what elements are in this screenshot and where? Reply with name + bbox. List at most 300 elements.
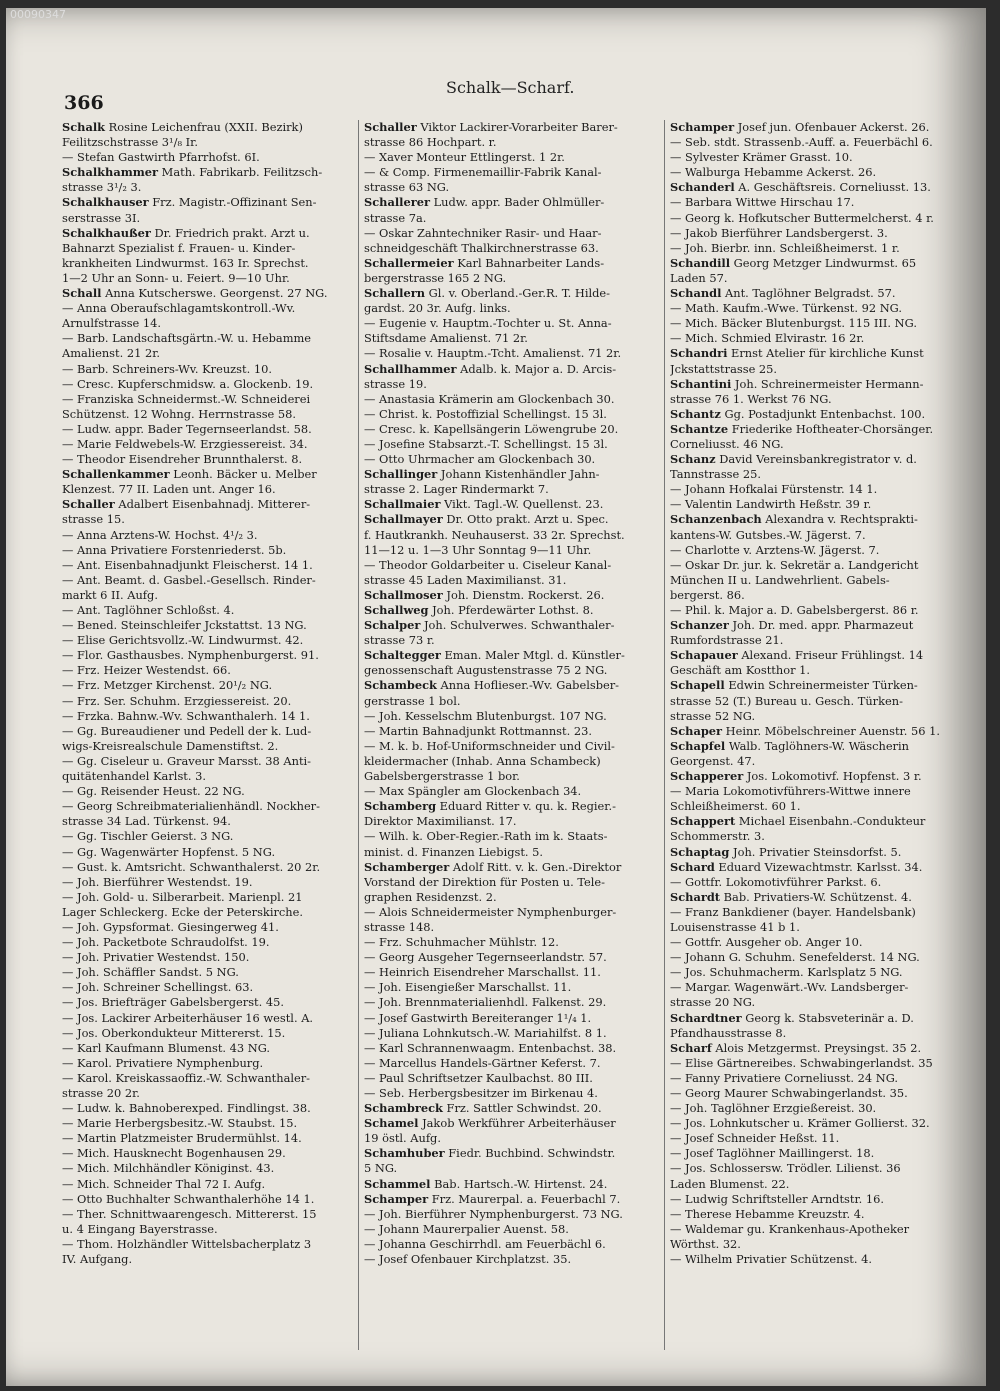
entry-text: — Ther. Schnittwaarengesch. Mittererst. 15 xyxy=(62,1206,317,1221)
entry-surname: Schalkhaußer xyxy=(62,225,151,240)
entry-text: — Gottfr. Lokomotivführer Parkst. 6. xyxy=(670,874,882,889)
entry-text: — Alois Schneidermeister Nymphenburger- xyxy=(364,904,617,919)
directory-entry xyxy=(364,573,656,588)
entry-text: — Jos. Schuhmacherm. Karlsplatz 5 NG. xyxy=(670,965,903,980)
entry-text: — Joh. Eisengießer Marschallst. 11. xyxy=(364,980,572,995)
entry-surname: Schall xyxy=(62,286,102,301)
directory-entry xyxy=(62,497,354,512)
directory-entry xyxy=(670,407,960,422)
directory-entry xyxy=(670,1177,960,1192)
directory-entry xyxy=(670,1041,960,1056)
entry-text: — Mich. Hausknecht Bogenhausen 29. xyxy=(62,1146,286,1161)
entry-text: — Josef Ofenbauer Kirchplatzst. 35. xyxy=(364,1252,572,1267)
directory-entry xyxy=(364,331,656,346)
entry-text: — Frz. Schuhmacher Mühlstr. 12. xyxy=(364,935,559,950)
entry-text: Ludw. appr. Bader Ohlmüller- xyxy=(429,195,605,210)
entry-text: — Anastasia Krämerin am Glockenbach 30. xyxy=(364,391,615,406)
entry-text: — Otto Uhrmacher am Glockenbach 30. xyxy=(364,452,596,467)
entry-surname: Schardt xyxy=(670,889,721,904)
directory-entry xyxy=(364,799,656,814)
directory-entry xyxy=(62,1252,354,1267)
entry-text: — Phil. k. Major a. D. Gabelsbergerst. 86 r. xyxy=(670,603,919,617)
entry-text: Walb. Taglöhners-W. Wäscherin xyxy=(725,738,909,753)
entry-text: — & Comp. Firmenemaillir-Fabrik Kanal- xyxy=(364,165,602,180)
entry-text: kleidermacher (Inhab. Anna Schambeck) xyxy=(364,753,601,768)
entry-text: bergerst. 86. xyxy=(670,587,745,602)
entry-text: Jos. Lokomotivf. Hopfenst. 3 r. xyxy=(743,769,922,784)
directory-entry xyxy=(62,271,354,286)
entry-text: Anna Kutscherswe. Georgenst. 27 NG. xyxy=(101,286,328,301)
entry-text: — Thom. Holzhändler Wittelsbacherplatz 3 xyxy=(62,1236,312,1251)
directory-entry xyxy=(364,890,656,905)
directory-entry xyxy=(62,377,354,392)
directory-entry xyxy=(364,256,656,271)
directory-entry xyxy=(62,739,354,754)
entry-text: — Charlotte v. Arztens-W. Jägerst. 7. xyxy=(670,542,880,557)
entry-text: bergerstrasse 165 2 NG. xyxy=(364,270,507,285)
entry-surname: Schammel xyxy=(364,1176,431,1191)
page-number: 366 xyxy=(64,92,104,114)
directory-entry xyxy=(62,1146,354,1161)
directory-entry xyxy=(670,211,960,226)
entry-text: u. 4 Eingang Bayerstrasse. xyxy=(62,1221,218,1236)
directory-entry xyxy=(364,512,656,527)
entry-text: kantens-W. Gutsbes.-W. Jägerst. 7. xyxy=(670,527,866,542)
entry-text: — Joh. Schreiner Schellingst. 63. xyxy=(62,980,254,995)
directory-entry xyxy=(670,241,960,256)
entry-text: — Josef Taglöhner Maillingerst. 18. xyxy=(670,1146,875,1161)
directory-entry xyxy=(670,558,960,573)
entry-text: Bab. Hartsch.-W. Hirtenst. 24. xyxy=(430,1176,608,1191)
entry-text: — Christ. k. Postoffizial Schellingst. 15 3l. xyxy=(364,406,607,421)
entry-text: Jakob Werkführer Arbeiterhäuser xyxy=(418,1116,616,1131)
entry-text: — Ant. Beamt. d. Gasbel.-Gesellsch. Rinder- xyxy=(62,572,316,587)
entry-text: Joh. Privatier Steinsdorfst. 5. xyxy=(729,844,902,859)
entry-text: Joh. Schreinermeister Hermann- xyxy=(731,376,924,391)
entry-text: Anna Hoflieser.-Wv. Gabelsber- xyxy=(436,678,620,693)
directory-entry xyxy=(364,528,656,543)
column-divider xyxy=(358,120,359,1350)
directory-entry xyxy=(364,271,656,286)
entry-text: Eduard Ritter v. qu. k. Regier.- xyxy=(436,799,616,814)
directory-entry xyxy=(670,860,960,875)
directory-entry xyxy=(670,633,960,648)
entry-text: strasse 20 2r. xyxy=(62,1086,140,1100)
directory-entry xyxy=(364,1026,656,1041)
entry-text: — Joh. Bierbr. inn. Schleißheimerst. 1 r. xyxy=(670,240,900,255)
entry-surname: Schalkhauser xyxy=(62,195,149,210)
entry-text: schneidgeschäft Thalkirchnerstrasse 63. xyxy=(364,240,599,255)
entry-text: Vorstand der Direktion für Posten u. Tele- xyxy=(364,874,606,889)
directory-entry xyxy=(62,845,354,860)
directory-entry xyxy=(670,256,960,271)
directory-entry xyxy=(670,362,960,377)
entry-text: — Anna Privatiere Forstenriederst. 5b. xyxy=(62,542,287,557)
directory-entry xyxy=(670,1056,960,1071)
entry-text: — Walburga Hebamme Ackerst. 26. xyxy=(670,165,877,180)
entry-text: David Vereinsbankregistrator v. d. xyxy=(715,452,917,467)
directory-entry xyxy=(364,467,656,482)
directory-entry xyxy=(670,392,960,407)
directory-entry xyxy=(62,633,354,648)
entry-text: — Joh. Gold- u. Silberarbeit. Marienpl. 21 xyxy=(62,889,303,904)
directory-entry xyxy=(364,1011,656,1026)
directory-entry xyxy=(670,648,960,663)
entry-text: Ernst Atelier für kirchliche Kunst xyxy=(727,346,924,361)
directory-page xyxy=(6,8,986,1386)
directory-entry xyxy=(364,814,656,829)
entry-text: — Juliana Lohnkutsch.-W. Mariahilfst. 8 1. xyxy=(364,1025,607,1040)
directory-entry xyxy=(670,678,960,693)
entry-text: — Karol. Kreiskassaoffiz.-W. Schwanthaler- xyxy=(62,1070,311,1085)
entry-text: Louisenstrasse 41 b 1. xyxy=(670,919,800,934)
entry-text: — Margar. Wagenwärt.-Wv. Landsberger- xyxy=(670,980,909,995)
directory-entry xyxy=(62,392,354,407)
directory-entry xyxy=(670,573,960,588)
entry-text: — Barb. Landschaftsgärtn.-W. u. Hebamme xyxy=(62,331,312,346)
directory-entry xyxy=(62,1207,354,1222)
entry-text: strasse 73 r. xyxy=(364,633,435,648)
directory-entry xyxy=(62,1131,354,1146)
entry-surname: Schaller xyxy=(364,120,417,134)
directory-entry xyxy=(364,558,656,573)
directory-entry xyxy=(364,678,656,693)
entry-text: — Gg. Ciseleur u. Graveur Marsst. 38 Anti- xyxy=(62,753,312,768)
entry-text: — Josefine Stabsarzt.-T. Schellingst. 15 3l. xyxy=(364,436,608,451)
entry-text: — Joh. Schäffler Sandst. 5 NG. xyxy=(62,965,239,980)
directory-entry xyxy=(364,1252,656,1267)
directory-entry xyxy=(62,467,354,482)
directory-entry xyxy=(62,573,354,588)
entry-text: strasse 19. xyxy=(364,376,427,391)
entry-surname: Schallinger xyxy=(364,467,438,482)
directory-entry xyxy=(364,1071,656,1086)
directory-entry xyxy=(62,814,354,829)
directory-entry xyxy=(364,829,656,844)
entry-text: — Elise Gerichtsvollz.-W. Lindwurmst. 42. xyxy=(62,633,304,648)
entry-text: Gl. v. Oberland.-Ger.R. T. Hilde- xyxy=(425,286,611,301)
directory-entry xyxy=(62,920,354,935)
directory-entry xyxy=(364,1086,656,1101)
directory-entry xyxy=(62,150,354,165)
entry-text: Joh. Dienstm. Rockerst. 26. xyxy=(442,587,605,602)
directory-entry xyxy=(62,950,354,965)
directory-entry xyxy=(62,875,354,890)
directory-entry xyxy=(670,1222,960,1237)
directory-entry xyxy=(62,694,354,709)
entry-text: Frz. Maurerpal. a. Feuerbachl 7. xyxy=(428,1191,621,1206)
entry-text: strasse 3¹/₂ 3. xyxy=(62,180,142,195)
entry-text: — Joh. Gypsformat. Giesingerweg 41. xyxy=(62,919,279,934)
entry-text: — Mich. Schmied Elvirastr. 16 2r. xyxy=(670,331,865,346)
directory-entry xyxy=(364,995,656,1010)
directory-entry xyxy=(670,482,960,497)
entry-surname: Schaptag xyxy=(670,844,730,859)
directory-entry xyxy=(670,180,960,195)
entry-text: Corneliusst. 46 NG. xyxy=(670,436,784,451)
entry-text: — Gg. Wagenwärter Hopfenst. 5 NG. xyxy=(62,844,276,859)
entry-surname: Schaper xyxy=(670,723,723,738)
entry-text: — Jakob Bierführer Landsbergerst. 3. xyxy=(670,225,888,240)
entry-text: — Mich. Milchhändler Königinst. 43. xyxy=(62,1161,275,1176)
directory-entry xyxy=(364,437,656,452)
directory-entry xyxy=(62,256,354,271)
entry-text: — Karl Schrannenwaagm. Entenbachst. 38. xyxy=(364,1040,617,1055)
entry-text: — Ant. Taglöhner Schloßst. 4. xyxy=(62,603,235,617)
directory-entry xyxy=(364,195,656,210)
directory-entry xyxy=(62,935,354,950)
directory-entry xyxy=(364,709,656,724)
directory-entry xyxy=(62,362,354,377)
directory-entry xyxy=(670,497,960,512)
entry-surname: Schapperer xyxy=(670,769,744,784)
entry-surname: Schalper xyxy=(364,618,421,633)
directory-entry xyxy=(364,1177,656,1192)
entry-text: München II u. Landwehrlient. Gabels- xyxy=(670,572,890,587)
directory-entry xyxy=(670,467,960,482)
entry-text: minist. d. Finanzen Liebigst. 5. xyxy=(364,844,544,859)
directory-entry xyxy=(364,482,656,497)
entry-text: — Rosalie v. Hauptm.-Tcht. Amalienst. 71 2r. xyxy=(364,346,622,361)
entry-text: — Anna Oberaufschlagamtskontroll.-Wv. xyxy=(62,301,296,316)
entry-text: strasse 86 Hochpart. r. xyxy=(364,135,497,150)
entry-text: Alexand. Friseur Frühlingst. 14 xyxy=(737,648,924,663)
directory-entry xyxy=(364,392,656,407)
entry-text: Adalbert Eisenbahnadj. Mitterer- xyxy=(114,497,311,512)
entry-surname: Schandl xyxy=(670,286,722,301)
entry-surname: Schandri xyxy=(670,346,728,361)
directory-entry xyxy=(62,482,354,497)
directory-entry xyxy=(670,905,960,920)
directory-entry xyxy=(364,1161,656,1176)
directory-entry xyxy=(62,528,354,543)
directory-entry xyxy=(62,829,354,844)
directory-entry xyxy=(62,422,354,437)
entry-text: — Martin Bahnadjunkt Rottmannst. 23. xyxy=(364,723,592,738)
scan-id: 00090347 xyxy=(10,8,66,21)
entry-text: — Joh. Kesselschm Blutenburgst. 107 NG. xyxy=(364,708,607,723)
directory-entry xyxy=(62,195,354,210)
entry-text: strasse 76 1. Werkst 76 NG. xyxy=(670,391,832,406)
directory-entry xyxy=(670,1116,960,1131)
entry-surname: Schanz xyxy=(670,452,716,467)
entry-text: — Johann Maurerpalier Auenst. 58. xyxy=(364,1221,569,1236)
entry-text: 5 NG. xyxy=(364,1161,398,1176)
directory-entry xyxy=(670,618,960,633)
entry-surname: Schambreck xyxy=(364,1101,443,1116)
directory-entry xyxy=(62,603,354,618)
directory-entry xyxy=(670,588,960,603)
entry-text: — Wilhelm Privatier Schützenst. 4. xyxy=(670,1252,872,1267)
directory-entry xyxy=(364,618,656,633)
directory-entry xyxy=(364,1192,656,1207)
entry-text: Stiftsdame Amalienst. 71 2r. xyxy=(364,331,528,346)
directory-entry xyxy=(62,1222,354,1237)
entry-text: Adolf Ritt. v. k. Gen.-Direktor xyxy=(449,859,622,874)
entry-text: — Elise Gärtnereibes. Schwabingerlandst. 35 xyxy=(670,1055,933,1070)
directory-entry xyxy=(62,1011,354,1026)
entry-text: Gabelsbergerstrasse 1 bor. xyxy=(364,769,520,784)
directory-entry xyxy=(670,724,960,739)
entry-text: — Ludw. k. Bahnoberexped. Findlingst. 38. xyxy=(62,1101,311,1116)
entry-text: — Mich. Schneider Thal 72 I. Aufg. xyxy=(62,1176,266,1191)
entry-text: Georg Metzger Lindwurmst. 65 xyxy=(730,255,917,270)
entry-surname: Schanzenbach xyxy=(670,512,762,527)
entry-surname: Schamper xyxy=(670,120,735,134)
directory-entry xyxy=(62,407,354,422)
directory-entry xyxy=(670,694,960,709)
entry-text: — Franz Bankdiener (bayer. Handelsbank) xyxy=(670,904,916,919)
directory-entry xyxy=(364,784,656,799)
directory-entry xyxy=(670,1192,960,1207)
directory-entry xyxy=(364,950,656,965)
entry-text: — Fanny Privatiere Corneliusst. 24 NG. xyxy=(670,1070,899,1085)
entry-surname: Schallhammer xyxy=(364,361,457,376)
directory-entry xyxy=(62,1071,354,1086)
directory-entry xyxy=(364,663,656,678)
directory-entry xyxy=(364,301,656,316)
directory-entry xyxy=(62,1056,354,1071)
entry-text: Gg. Postadjunkt Entenbachst. 100. xyxy=(720,406,926,421)
directory-entry xyxy=(670,528,960,543)
entry-text: gardst. 20 3r. Aufg. links. xyxy=(364,301,511,316)
directory-entry xyxy=(62,754,354,769)
entry-surname: Schamhuber xyxy=(364,1146,445,1161)
entry-text: — Marie Herbergsbesitz.-W. Staubst. 15. xyxy=(62,1116,298,1131)
entry-surname: Schallmoser xyxy=(364,587,443,602)
directory-entry xyxy=(364,905,656,920)
entry-text: — Ant. Eisenbahnadjunkt Fleischerst. 14 1. xyxy=(62,557,313,572)
entry-text: strasse 15. xyxy=(62,512,125,527)
directory-entry xyxy=(62,120,354,135)
directory-entry xyxy=(670,603,960,618)
entry-text: Joh. Pferdewärter Lothst. 8. xyxy=(428,603,594,617)
entry-text: — Gust. k. Amtsricht. Schwanthalerst. 20 2r. xyxy=(62,859,321,874)
directory-entry xyxy=(670,1131,960,1146)
entry-text: Georg k. Stabsveterinär a. D. xyxy=(741,1010,914,1025)
directory-entry xyxy=(670,754,960,769)
directory-entry xyxy=(364,1222,656,1237)
directory-entry xyxy=(62,799,354,814)
entry-text: — Frzka. Bahnw.-Wv. Schwanthalerh. 14 1. xyxy=(62,708,310,723)
entry-text: Adalb. k. Major a. D. Arcis- xyxy=(456,361,617,376)
directory-entry xyxy=(670,1207,960,1222)
entry-text: Georgenst. 47. xyxy=(670,753,756,768)
directory-entry xyxy=(670,346,960,361)
entry-text: — Heinrich Eisendreher Marschallst. 11. xyxy=(364,965,601,980)
directory-entry xyxy=(670,422,960,437)
directory-entry xyxy=(364,241,656,256)
entry-surname: Schapauer xyxy=(670,648,738,663)
directory-entry xyxy=(62,452,354,467)
entry-text: Friederike Hoftheater-Chorsänger. xyxy=(728,421,934,436)
directory-entry xyxy=(364,1116,656,1131)
directory-entry xyxy=(364,543,656,558)
entry-text: — Joh. Brennmaterialienhdl. Falkenst. 29. xyxy=(364,995,607,1010)
entry-text: — M. k. b. Hof-Uniformschneider und Civil- xyxy=(364,738,615,753)
entry-text: — Math. Kaufm.-Wwe. Türkenst. 92 NG. xyxy=(670,301,902,316)
entry-text: Frz. Sattler Schwindst. 20. xyxy=(442,1101,602,1116)
directory-entry xyxy=(62,180,354,195)
directory-entry xyxy=(364,377,656,392)
directory-entry xyxy=(364,965,656,980)
entry-surname: Schamel xyxy=(364,1116,419,1131)
directory-entry xyxy=(62,1041,354,1056)
directory-entry xyxy=(364,694,656,709)
directory-entry xyxy=(364,165,656,180)
entry-text: Alexandra v. Rechtsprakti- xyxy=(761,512,918,527)
entry-text: — Joh. Bierführer Nymphenburgerst. 73 NG. xyxy=(364,1206,623,1221)
directory-entry xyxy=(62,558,354,573)
entry-text: Viktor Lackirer-Vorarbeiter Barer- xyxy=(416,120,618,134)
directory-entry xyxy=(62,1192,354,1207)
entry-text: — Oskar Zahntechniker Rasir- und Haar- xyxy=(364,225,602,240)
directory-entry xyxy=(670,995,960,1010)
directory-entry xyxy=(364,1131,656,1146)
directory-entry xyxy=(670,784,960,799)
entry-text: krankheiten Lindwurmst. 163 Ir. Sprechst. xyxy=(62,255,309,270)
directory-entry xyxy=(62,769,354,784)
directory-entry xyxy=(62,724,354,739)
column-middle xyxy=(364,120,656,1267)
directory-entry xyxy=(670,316,960,331)
directory-entry xyxy=(670,377,960,392)
entry-text: — Johanna Geschirrhdl. am Feuerbächl 6. xyxy=(364,1236,606,1251)
directory-entry xyxy=(62,1116,354,1131)
entry-text: Rumfordstrasse 21. xyxy=(670,633,784,648)
entry-text: Schommerstr. 3. xyxy=(670,829,765,844)
entry-text: — Jos. Lackirer Arbeiterhäuser 16 westl. A. xyxy=(62,1010,314,1025)
directory-entry xyxy=(670,709,960,724)
entry-text: — Otto Buchhalter Schwanthalerhöhe 14 1. xyxy=(62,1191,315,1206)
directory-entry xyxy=(62,784,354,799)
entry-text: Arnulfstrasse 14. xyxy=(62,316,162,331)
entry-text: 1—2 Uhr an Sonn- u. Feiert. 9—10 Uhr. xyxy=(62,270,290,285)
directory-entry xyxy=(364,120,656,135)
entry-text: — Oskar Dr. jur. k. Sekretär a. Landgericht xyxy=(670,557,919,572)
entry-text: — Xaver Monteur Ettlingerst. 1 2r. xyxy=(364,150,565,165)
entry-text: IV. Aufgang. xyxy=(62,1252,133,1267)
entry-text: Direktor Maximilianst. 17. xyxy=(364,814,517,829)
entry-text: Eman. Maler Mtgl. d. Künstler- xyxy=(440,648,625,663)
directory-entry xyxy=(670,120,960,135)
directory-entry xyxy=(670,1237,960,1252)
directory-entry xyxy=(670,799,960,814)
directory-entry xyxy=(364,588,656,603)
entry-text: strasse 52 NG. xyxy=(670,708,756,723)
entry-text: Heinr. Möbelschreiner Auenstr. 56 1. xyxy=(722,723,940,738)
directory-entry xyxy=(364,346,656,361)
directory-entry xyxy=(670,165,960,180)
entry-text: strasse 63 NG. xyxy=(364,180,450,195)
directory-entry xyxy=(670,1252,960,1267)
directory-entry xyxy=(670,150,960,165)
entry-text: — Georg k. Hofkutscher Buttermelcherst. 4 r. xyxy=(670,210,934,225)
entry-text: Laden Blumenst. 22. xyxy=(670,1176,790,1191)
directory-entry xyxy=(670,135,960,150)
entry-text: Tannstrasse 25. xyxy=(670,467,762,482)
directory-entry xyxy=(62,346,354,361)
entry-text: — Seb. stdt. Strassenb.-Auff. a. Feuerbächl 6. xyxy=(670,135,933,150)
directory-entry xyxy=(62,905,354,920)
directory-entry xyxy=(62,241,354,256)
directory-entry xyxy=(62,135,354,150)
directory-entry xyxy=(62,211,354,226)
directory-entry xyxy=(62,226,354,241)
entry-text: — Josef Schneider Heßst. 11. xyxy=(670,1131,840,1146)
directory-entry xyxy=(670,543,960,558)
directory-entry xyxy=(364,452,656,467)
